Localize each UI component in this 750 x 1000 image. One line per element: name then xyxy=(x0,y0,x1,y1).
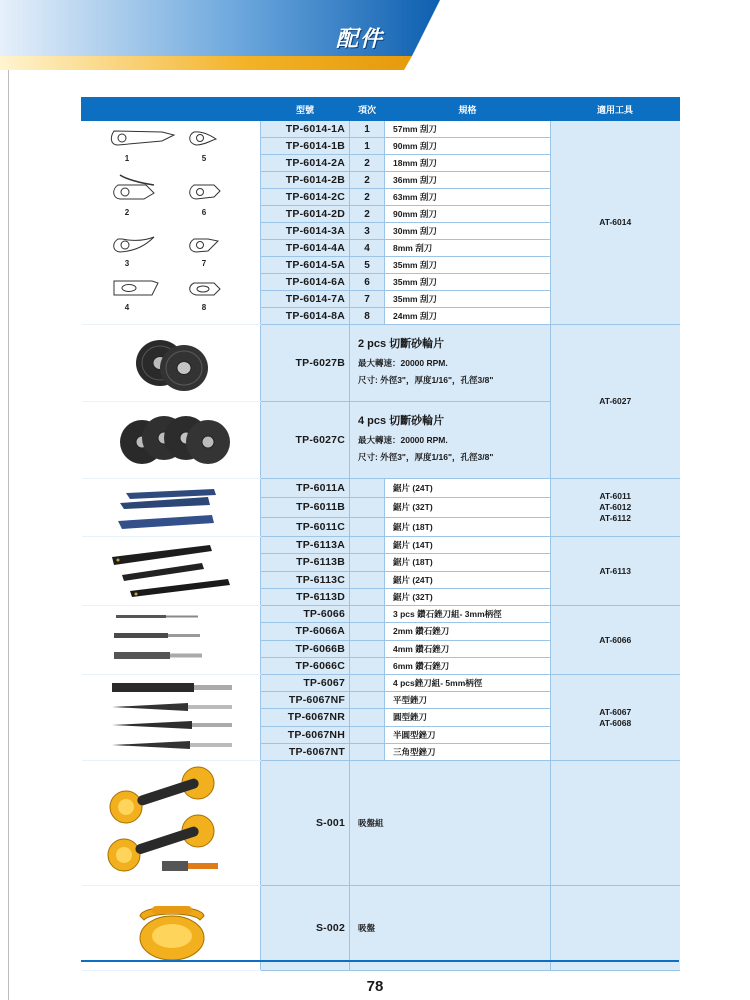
model-cell: TP-6067NF xyxy=(261,692,350,709)
spec-cell: 30mm 刮刀 xyxy=(385,223,551,240)
qty-cell: 6 xyxy=(350,274,385,291)
spec-line: 尺寸: 外徑3"，厚度1/16"，孔徑3/8" xyxy=(358,375,494,385)
tool-cell xyxy=(551,479,680,537)
saw-blade-6113-image-cell xyxy=(82,537,261,606)
accessories-table xyxy=(81,97,680,971)
model-cell: TP-6014-4A xyxy=(261,240,350,257)
table-row xyxy=(82,606,680,623)
header-qty: 項次 xyxy=(350,98,385,121)
spec-cell: 6mm 鑽石銼刀 xyxy=(385,657,551,674)
spec-cell: 36mm 刮刀 xyxy=(385,172,551,189)
spec-cell: 鋸片 (18T) xyxy=(385,554,551,571)
blade-label-3: 3 xyxy=(124,258,129,268)
qty-cell: 2 xyxy=(350,206,385,223)
model-cell: TP-6067NR xyxy=(261,709,350,726)
wheel-4pcs-image-cell xyxy=(82,402,261,479)
model-cell: S-001 xyxy=(261,761,350,886)
qty-cell xyxy=(350,623,385,640)
tool-name: AT-6112 xyxy=(599,513,631,523)
spec-cell: 吸盤組 xyxy=(350,761,551,886)
page-number: 78 xyxy=(366,978,384,995)
qty-cell xyxy=(350,657,385,674)
tool-cell: AT-6066 xyxy=(551,606,680,675)
blade-label-6: 6 xyxy=(201,207,206,217)
model-cell: TP-6067 xyxy=(261,675,350,692)
tool-cell xyxy=(551,761,680,886)
qty-cell xyxy=(350,675,385,692)
tool-cell xyxy=(551,886,680,971)
qty-cell xyxy=(350,537,385,554)
spec-cell: 鋸片 (14T) xyxy=(385,537,551,554)
spec-cell: 35mm 刮刀 xyxy=(385,274,551,291)
table-row xyxy=(82,121,680,138)
tool-cell: AT-6113 xyxy=(551,537,680,606)
model-cell: TP-6014-2D xyxy=(261,206,350,223)
qty-cell: 8 xyxy=(350,308,385,325)
spec-cell: 57mm 刮刀 xyxy=(385,121,551,138)
qty-cell: 1 xyxy=(350,138,385,155)
blade-label-2: 2 xyxy=(124,207,129,217)
table-row xyxy=(82,479,680,498)
model-cell: TP-6066 xyxy=(261,606,350,623)
spec-cell: 吸盤 xyxy=(350,886,551,971)
tool-name: AT-6068 xyxy=(599,717,632,728)
model-cell: S-002 xyxy=(261,886,350,971)
model-cell: TP-6066B xyxy=(261,640,350,657)
spec-cell: 90mm 刮刀 xyxy=(385,206,551,223)
table-row xyxy=(82,325,680,402)
spec-cell: 鋸片 (18T) xyxy=(385,517,551,536)
spec-cell: 圓型銼刀 xyxy=(385,709,551,726)
spec-line: 尺寸: 外徑3"，厚度1/16"，孔徑3/8" xyxy=(358,452,494,462)
model-cell: TP-6014-7A xyxy=(261,291,350,308)
suction-cup-set-image-cell xyxy=(82,761,261,886)
table-header-row xyxy=(82,98,680,121)
spec-cell: 2mm 鑽石銼刀 xyxy=(385,623,551,640)
qty-cell: 1 xyxy=(350,121,385,138)
header-image-cell xyxy=(82,98,261,121)
tool-cell xyxy=(551,675,680,761)
qty-cell xyxy=(350,640,385,657)
spec-cell: 35mm 刮刀 xyxy=(385,257,551,274)
spec-cell: 63mm 刮刀 xyxy=(385,189,551,206)
spec-cell: 8mm 刮刀 xyxy=(385,240,551,257)
spec-cell: 24mm 刮刀 xyxy=(385,308,551,325)
qty-cell xyxy=(350,692,385,709)
tool-name: AT-6011 xyxy=(599,491,631,501)
model-cell: TP-6014-2A xyxy=(261,155,350,172)
qty-cell xyxy=(350,498,385,517)
qty-cell: 2 xyxy=(350,189,385,206)
table-row xyxy=(82,537,680,554)
spec-cell xyxy=(350,325,551,402)
qty-cell xyxy=(350,554,385,571)
cutting-wheel-4pcs-image xyxy=(82,402,261,478)
header-tool: 適用工具 xyxy=(551,98,680,121)
blade-label-4: 4 xyxy=(124,302,129,312)
saw-blade-image-cell xyxy=(82,479,261,537)
cutting-wheel-2pcs-image xyxy=(82,325,261,401)
suction-cup-image-cell xyxy=(82,886,261,971)
blade-label-1: 1 xyxy=(124,153,129,163)
qty-cell xyxy=(350,588,385,605)
qty-cell xyxy=(350,571,385,588)
model-cell: TP-6014-1B xyxy=(261,138,350,155)
qty-cell xyxy=(350,606,385,623)
blade-label-5: 5 xyxy=(201,153,206,163)
spec-cell: 90mm 刮刀 xyxy=(385,138,551,155)
spec-cell: 4 pcs銼刀組- 5mm柄徑 xyxy=(385,675,551,692)
model-cell: TP-6027C xyxy=(261,402,350,479)
page-title: 配件 xyxy=(336,26,385,51)
spec-cell: 鋸片 (32T) xyxy=(385,588,551,605)
model-cell: TP-6011C xyxy=(261,517,350,536)
qty-cell xyxy=(350,743,385,760)
table-row xyxy=(82,886,680,971)
model-cell: TP-6113A xyxy=(261,537,350,554)
spec-cell xyxy=(350,402,551,479)
diamond-files-image xyxy=(82,606,261,674)
blade-label-8: 8 xyxy=(201,302,206,312)
model-cell: TP-6014-8A xyxy=(261,308,350,325)
spec-cell: 35mm 刮刀 xyxy=(385,291,551,308)
tool-cell: AT-6014 xyxy=(551,121,680,325)
scraper-blades-image xyxy=(82,123,261,323)
model-cell: TP-6113B xyxy=(261,554,350,571)
spec-title: 4 pcs 切斷砂輪片 xyxy=(358,415,445,427)
model-cell: TP-6014-6A xyxy=(261,274,350,291)
spec-cell: 3 pcs 鑽石銼刀組- 3mm柄徑 xyxy=(385,606,551,623)
model-cell: TP-6014-1A xyxy=(261,121,350,138)
blade-label-7: 7 xyxy=(201,258,206,268)
spec-cell: 鋸片 (24T) xyxy=(385,479,551,498)
qty-cell xyxy=(350,479,385,498)
page-edge-rule xyxy=(8,0,9,1000)
suction-cup-image xyxy=(82,886,261,970)
model-cell: TP-6067NH xyxy=(261,726,350,743)
spec-cell: 三角型銼刀 xyxy=(385,743,551,760)
spec-line: 最大轉速：20000 RPM. xyxy=(358,358,448,368)
qty-cell: 7 xyxy=(350,291,385,308)
needle-file-image-cell xyxy=(82,675,261,761)
table-row xyxy=(82,675,680,692)
table-bottom-rule xyxy=(81,960,679,962)
saw-blades-6011-image xyxy=(82,479,261,536)
model-cell: TP-6066A xyxy=(261,623,350,640)
tool-cell: AT-6027 xyxy=(551,325,680,479)
model-cell: TP-6014-3A xyxy=(261,223,350,240)
header-spec: 規格 xyxy=(385,98,551,121)
qty-cell xyxy=(350,709,385,726)
tool-name: AT-6067 xyxy=(599,706,632,717)
qty-cell: 5 xyxy=(350,257,385,274)
header-model: 型號 xyxy=(261,98,350,121)
spec-cell: 18mm 刮刀 xyxy=(385,155,551,172)
diamond-file-image-cell xyxy=(82,606,261,675)
spec-line: 最大轉速：20000 RPM. xyxy=(358,435,448,445)
model-cell: TP-6113D xyxy=(261,588,350,605)
model-cell: TP-6014-5A xyxy=(261,257,350,274)
suction-cup-set-image xyxy=(82,761,261,885)
model-cell: TP-6011A xyxy=(261,479,350,498)
tool-name: AT-6012 xyxy=(599,502,632,512)
saw-blades-6113-image xyxy=(82,537,261,605)
spec-cell: 鋸片 (24T) xyxy=(385,571,551,588)
table-row xyxy=(82,761,680,886)
model-cell: TP-6066C xyxy=(261,657,350,674)
wheel-2pcs-image-cell xyxy=(82,325,261,402)
spec-cell: 4mm 鑽石銼刀 xyxy=(385,640,551,657)
qty-cell: 4 xyxy=(350,240,385,257)
model-cell: TP-6113C xyxy=(261,571,350,588)
blade-illustration-cell xyxy=(82,121,261,325)
model-cell: TP-6014-2B xyxy=(261,172,350,189)
qty-cell: 2 xyxy=(350,155,385,172)
spec-title: 2 pcs 切斷砂輪片 xyxy=(358,338,445,350)
needle-files-image xyxy=(82,675,261,760)
spec-cell: 平型銼刀 xyxy=(385,692,551,709)
model-cell: TP-6014-2C xyxy=(261,189,350,206)
qty-cell xyxy=(350,726,385,743)
spec-cell: 半圓型銼刀 xyxy=(385,726,551,743)
model-cell: TP-6067NT xyxy=(261,743,350,760)
spec-cell: 鋸片 (32T) xyxy=(385,498,551,517)
qty-cell xyxy=(350,517,385,536)
model-cell: TP-6027B xyxy=(261,325,350,402)
model-cell: TP-6011B xyxy=(261,498,350,517)
qty-cell: 3 xyxy=(350,223,385,240)
qty-cell: 2 xyxy=(350,172,385,189)
